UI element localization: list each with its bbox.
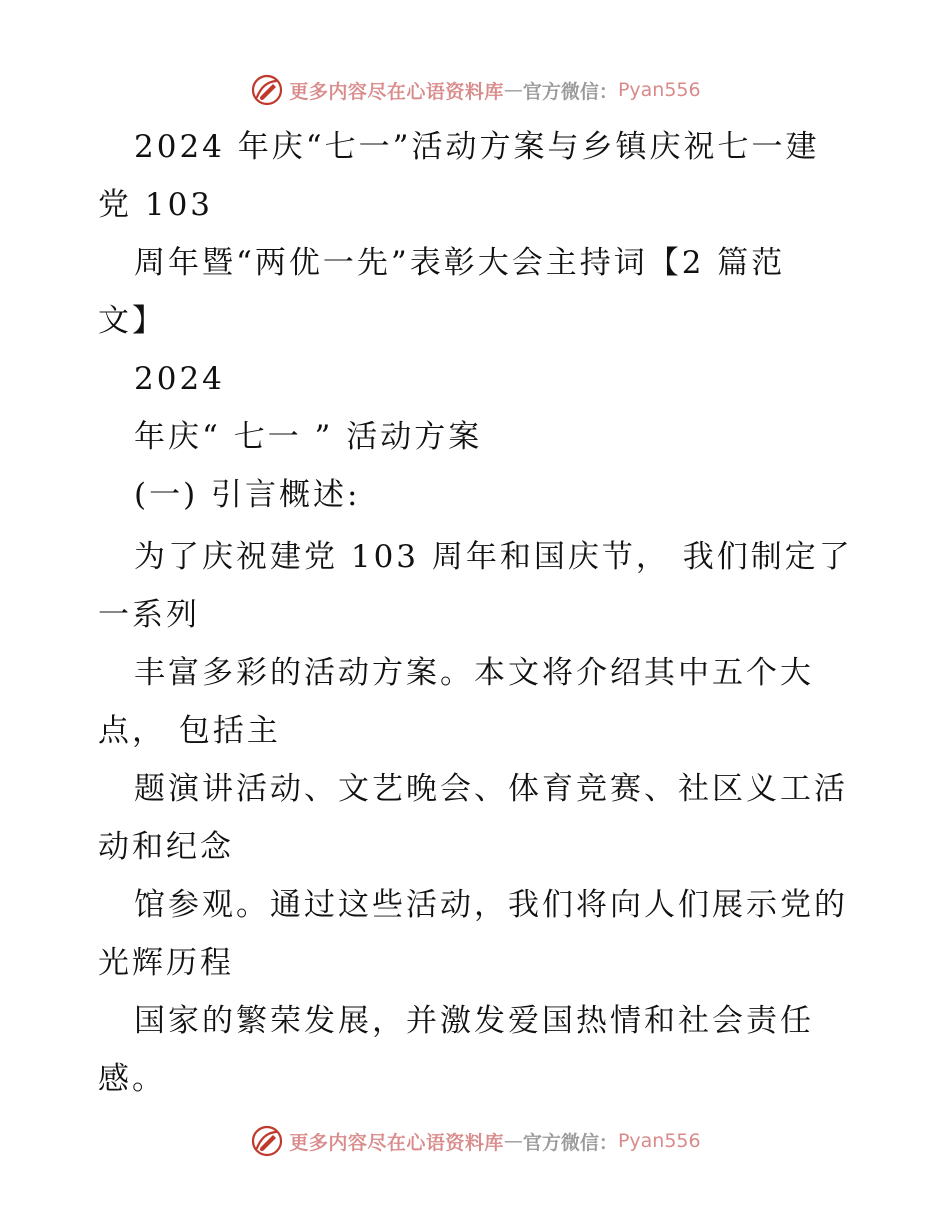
pen-logo-icon <box>249 72 285 108</box>
heading-line-1: 2024 <box>134 361 225 397</box>
paragraph-line: 光辉历程 <box>98 945 234 981</box>
paragraph-line: 题演讲活动、文艺晚会、体育竞赛、社区义工活 <box>134 771 848 807</box>
paragraph-line: 感。 <box>98 1061 166 1097</box>
header-watermark <box>0 70 950 110</box>
paragraph-line: 一系列 <box>98 597 200 633</box>
watermark-wechat-id: Pyan556 <box>617 79 701 101</box>
watermark-site-name: 更多内容尽在心语资料库 <box>289 1131 504 1154</box>
title-line-4: 文】 <box>98 303 166 339</box>
watermark-wechat-label: 官方微信： <box>522 1131 618 1154</box>
paragraph-line: 点， 包括主 <box>98 713 281 749</box>
title-line-3: 周年暨“两优一先”表彰大会主持词【2 篇范 <box>134 245 786 281</box>
title-line-1: 2024 年庆“七一”活动方案与乡镇庆祝七一建 <box>134 129 820 165</box>
paragraph-line: 丰富多彩的活动方案。本文将介绍其中五个大 <box>134 655 814 691</box>
watermark-site-name: 更多内容尽在心语资料库 <box>289 80 504 103</box>
pen-logo-icon <box>249 1123 285 1159</box>
watermark-wechat-id: Pyan556 <box>617 1130 701 1152</box>
watermark-dash: — <box>503 79 523 101</box>
watermark-wechat-label: 官方微信： <box>522 80 618 103</box>
paragraph-line: 馆参观。通过这些活动，我们将向人们展示党的 <box>134 887 848 923</box>
footer-watermark <box>0 1121 950 1161</box>
title-line-2: 党 103 <box>98 187 214 223</box>
section-heading: (一) 引言概述: <box>134 477 361 513</box>
paragraph-line: 动和纪念 <box>98 829 234 865</box>
paragraph-line: 国家的繁荣发展，并激发爱国热情和社会责任 <box>134 1003 814 1039</box>
heading-line-2: 年庆“ 七一 ” 活动方案 <box>134 419 483 455</box>
watermark-dash: — <box>503 1130 523 1152</box>
paragraph-line: 为了庆祝建党 103 周年和国庆节， 我们制定了 <box>134 539 853 575</box>
